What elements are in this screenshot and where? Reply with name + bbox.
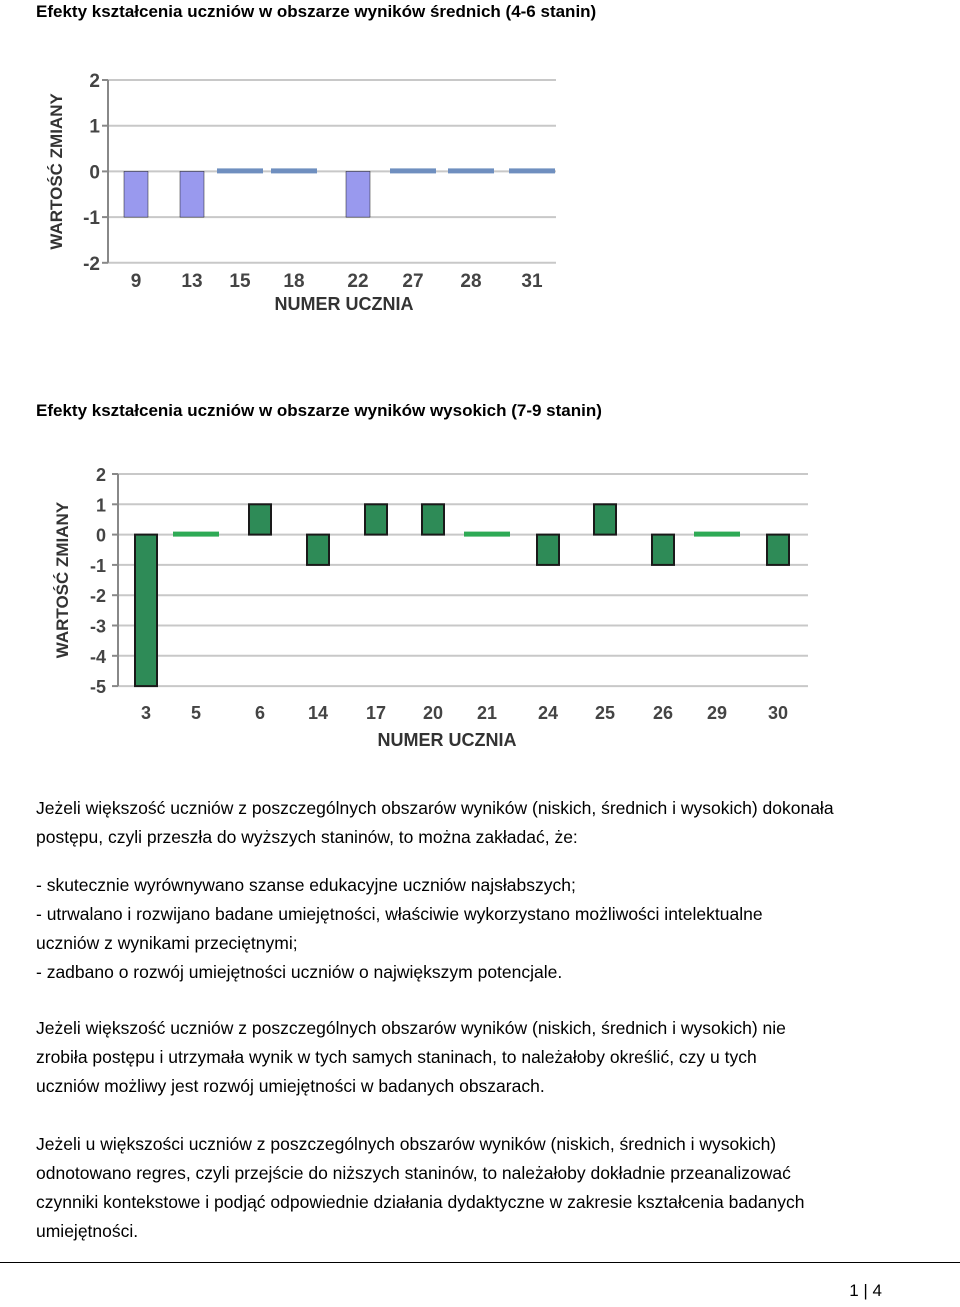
text-line: zrobiła postępu i utrzymała wynik w tych samych staninach, to należałoby określić, czy u tych	[36, 1047, 757, 1067]
footer-divider	[0, 1262, 960, 1263]
x-tick-label: 9	[130, 271, 142, 292]
bar	[537, 535, 559, 565]
bar	[124, 171, 148, 217]
y-tick-label: -1	[89, 555, 106, 576]
text-line: uczniów z wynikami przeciętnymi;	[36, 933, 298, 953]
text-line: odnotowano regres, czyli przejście do niższych staninów, to należałoby dokładnie przeanalizować	[36, 1163, 791, 1183]
bar	[652, 535, 674, 565]
bar-zero-marker	[694, 532, 740, 537]
bar-zero-marker	[448, 168, 494, 173]
list-item: - skutecznie wyrównywano szanse edukacyjne uczniów najsłabszych;	[36, 875, 576, 895]
x-tick-label: 22	[347, 271, 369, 292]
paragraph-progress-list	[36, 871, 916, 987]
bar	[422, 504, 444, 534]
text-line: uczniów możliwy jest rozwój umiejętności w badanych obszarach.	[36, 1076, 545, 1096]
chart-medium-results	[47, 71, 556, 314]
y-tick-label: 1	[95, 495, 106, 516]
bar-zero-marker	[509, 168, 555, 173]
y-tick-label: 0	[89, 162, 100, 184]
x-tick-label: 14	[307, 703, 329, 723]
x-tick-label: 20	[422, 703, 444, 723]
paragraph-regression	[36, 1130, 916, 1246]
bar-zero-marker	[390, 168, 436, 173]
x-tick-label: 26	[652, 703, 674, 723]
page-number: 1 | 4	[849, 1281, 882, 1300]
y-axis-label: WARTOŚĆ ZMIANY	[47, 93, 66, 250]
x-tick-label: 13	[181, 271, 203, 292]
text-line: Jeżeli u większości uczniów z poszczególnych obszarów wyników (niskich, średnich i wysokich)	[36, 1134, 777, 1154]
x-tick-label: 30	[767, 703, 789, 723]
x-tick-label: 18	[283, 271, 305, 292]
x-tick-label: 27	[402, 271, 424, 292]
y-tick-label: 2	[89, 71, 100, 92]
text-line: postępu, czyli przeszła do wyższych staninów, to można zakładać, że:	[36, 827, 578, 847]
y-tick-label: -4	[89, 646, 106, 667]
x-tick-label: 3	[140, 703, 152, 723]
list-item: - utrwalano i rozwijano badane umiejętności, właściwie wykorzystano możliwości intelektualne	[36, 904, 763, 924]
text-line: Jeżeli większość uczniów z poszczególnych obszarów wyników (niskich, średnich i wysokich) nie	[36, 1018, 786, 1038]
x-tick-label: 21	[476, 703, 498, 723]
x-tick-label: 15	[229, 271, 251, 292]
paragraph-progress	[36, 794, 916, 852]
x-tick-label: 31	[521, 271, 543, 292]
y-tick-label: -1	[83, 208, 100, 230]
bar	[365, 504, 387, 534]
y-axis-label: WARTOŚĆ ZMIANY	[53, 501, 72, 659]
bar	[767, 535, 789, 565]
x-tick-label: 6	[254, 703, 266, 723]
x-tick-label: 24	[537, 703, 559, 723]
y-tick-label: 1	[89, 116, 100, 138]
text-line: Jeżeli większość uczniów z poszczególnych obszarów wyników (niskich, średnich i wysokich) dokonała	[36, 798, 834, 818]
heading-high-results: Efekty kształcenia uczniów w obszarze wyników wysokich (7-9 stanin)	[36, 401, 602, 420]
heading-medium-results: Efekty kształcenia uczniów w obszarze wyników średnich (4-6 stanin)	[36, 2, 597, 21]
y-tick-label: -5	[89, 677, 106, 698]
text-line: umiejętności.	[36, 1221, 139, 1241]
bar	[307, 535, 329, 565]
y-tick-label: 2	[95, 465, 106, 485]
x-axis-label: NUMER UCZNIA	[377, 730, 517, 750]
x-axis-label: NUMER UCZNIA	[274, 294, 414, 314]
paragraph-no-progress	[36, 1014, 916, 1101]
bar-zero-marker	[271, 168, 317, 173]
bar-zero-marker	[217, 168, 263, 173]
x-tick-label: 29	[706, 703, 728, 723]
x-tick-label: 28	[460, 271, 482, 292]
text-line: czynniki kontekstowe i podjąć odpowiednie działania dydaktyczne w zakresie kształcenia badanych	[36, 1192, 805, 1212]
y-tick-label: -3	[89, 616, 106, 637]
y-tick-label: -2	[83, 253, 100, 275]
x-tick-label: 25	[594, 703, 616, 723]
bar	[346, 171, 370, 217]
y-tick-label: 0	[95, 525, 106, 546]
bar-zero-marker	[173, 532, 219, 537]
list-item: - zadbano o rozwój umiejętności uczniów o największym potencjale.	[36, 962, 563, 982]
bar	[135, 535, 157, 687]
y-tick-label: -2	[89, 586, 106, 607]
bar	[249, 504, 271, 534]
bar	[594, 504, 616, 534]
x-tick-label: 17	[365, 703, 387, 723]
bar-zero-marker	[464, 532, 510, 537]
chart-high-results	[53, 465, 808, 750]
bar	[180, 171, 204, 217]
x-tick-label: 5	[190, 703, 202, 723]
